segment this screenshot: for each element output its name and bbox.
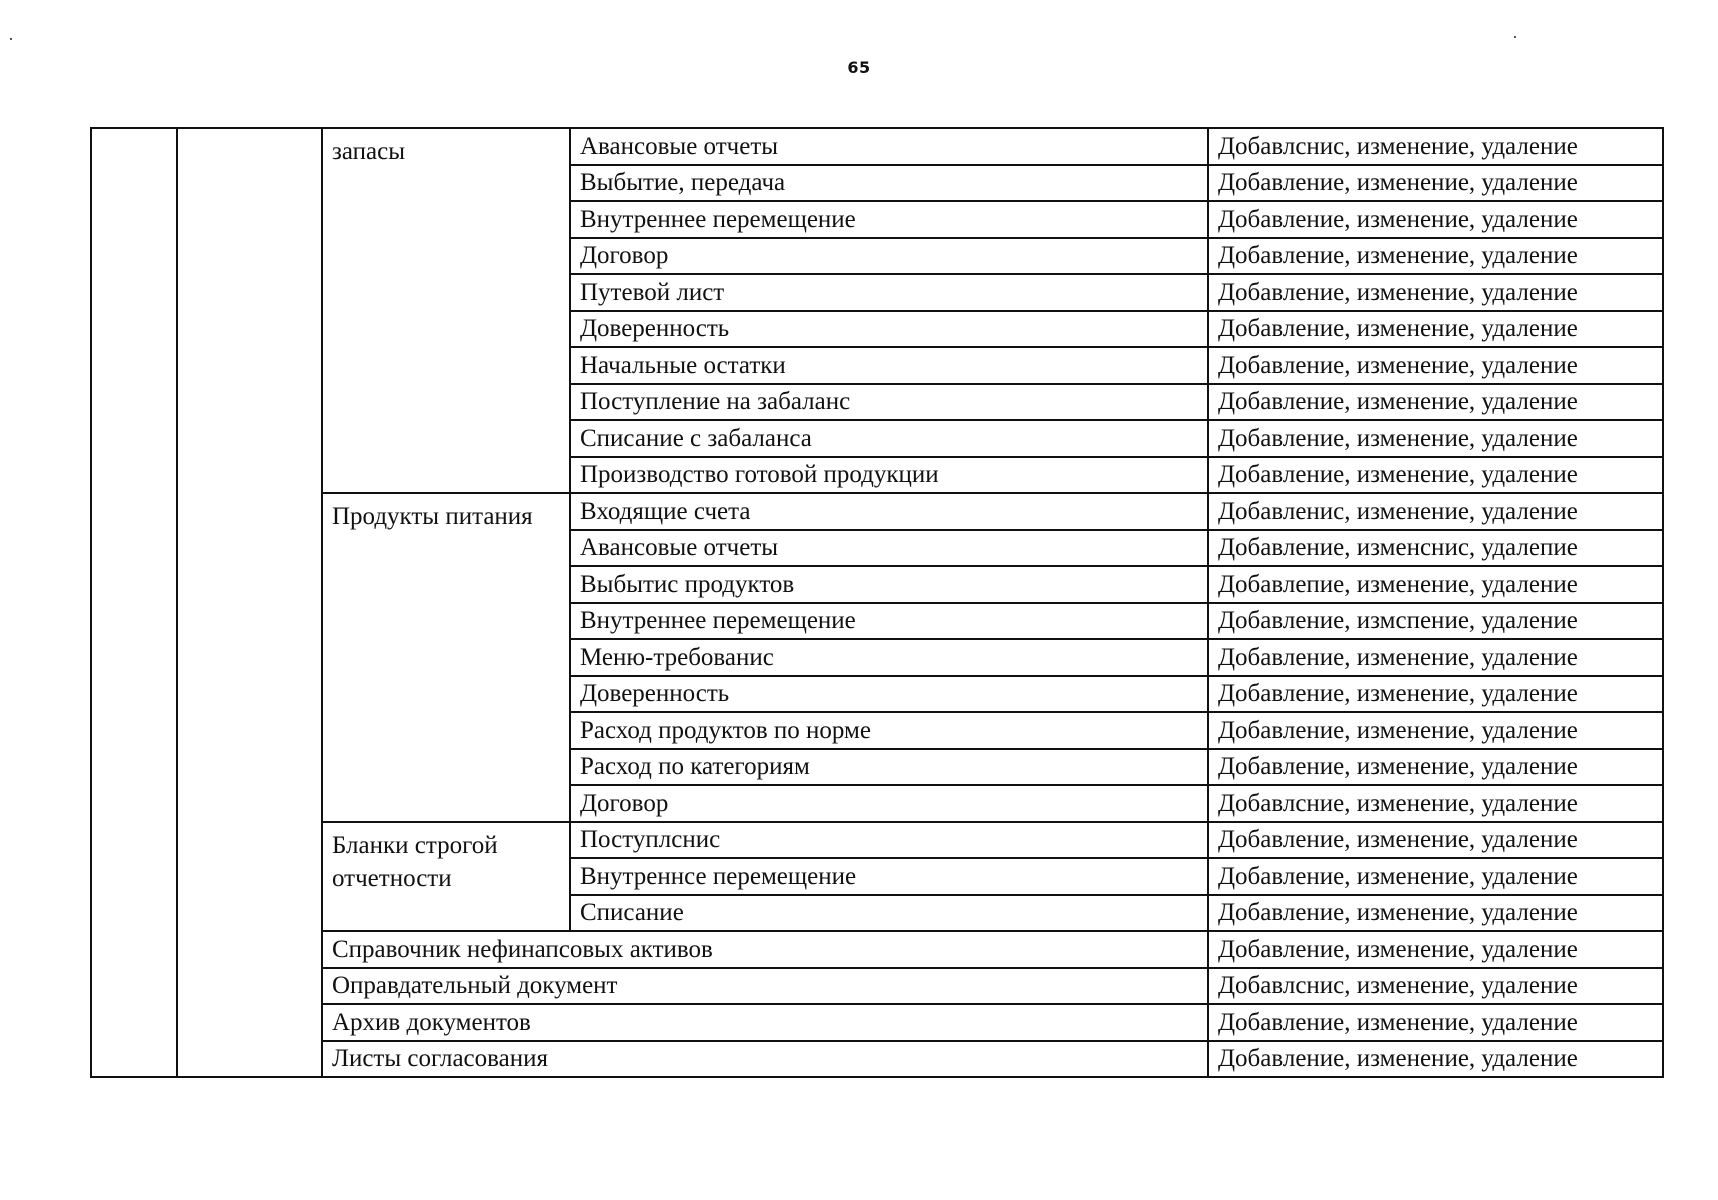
document-cell: Входящие счета (570, 493, 1208, 530)
rights-cell: Добавление, изменение, удаление (1208, 822, 1663, 859)
document-cell: Договор (570, 785, 1208, 822)
rights-cell: Добавление, изменение, удаление (1208, 347, 1663, 384)
document-cell: Поступлснис (570, 822, 1208, 859)
rights-cell: Добавление, изменение, удаление (1208, 639, 1663, 676)
rights-cell: Добавление, изменение, удаление (1208, 165, 1663, 202)
document-cell: Авансовые отчеты (570, 128, 1208, 165)
document-cell: Договор (570, 238, 1208, 275)
rights-cell: Добавление, изменение, удаление (1208, 1041, 1663, 1078)
document-cell: Выбытис продуктов (570, 566, 1208, 603)
rights-cell: Добавление, изменснис, удалепие (1208, 530, 1663, 567)
table-row (91, 493, 1663, 530)
document-cell: Оправдательный документ (322, 968, 1208, 1005)
rights-cell: Добавление, изменение, удаление (1208, 238, 1663, 275)
document-cell: Путевой лист (570, 274, 1208, 311)
rights-cell: Добавленис, изменение, удаление (1208, 493, 1663, 530)
rights-cell: Добавлснис, изменение, удаление (1208, 128, 1663, 165)
rights-cell: Добавление, изменение, удаление (1208, 676, 1663, 713)
document-cell: Производство готовой продукции (570, 457, 1208, 494)
rights-cell: Добавление, изменение, удаление (1208, 858, 1663, 895)
document-cell: Справочник нефинапсовых активов (322, 931, 1208, 968)
rights-cell: Добавление, изменение, удаление (1208, 311, 1663, 348)
document-cell: Доверенность (570, 311, 1208, 348)
group-name-cell: запасы (322, 128, 570, 493)
rights-cell: Добавление, изменение, удаление (1208, 384, 1663, 421)
document-cell: Меню-требованис (570, 639, 1208, 676)
document-cell: Архив документов (322, 1004, 1208, 1041)
access-rights-table (90, 127, 1664, 1078)
rights-cell: Добавление, изменение, удаление (1208, 201, 1663, 238)
rights-cell: Добавлснис, изменение, удаление (1208, 968, 1663, 1005)
table-body (91, 128, 1663, 1077)
rights-cell: Добавление, изменение, удаление (1208, 895, 1663, 932)
rights-cell: Добавление, изменение, удаление (1208, 457, 1663, 494)
rights-cell: Добавление, изменение, удаление (1208, 1004, 1663, 1041)
rights-cell: Добавление, изменение, удаление (1208, 931, 1663, 968)
rights-cell: Добавлепие, изменение, удаление (1208, 566, 1663, 603)
table-row (91, 128, 1663, 165)
document-cell: Списание (570, 895, 1208, 932)
scan-speck (10, 38, 12, 40)
document-cell: Расход по категориям (570, 749, 1208, 786)
rights-cell: Добавлсние, изменение, удаление (1208, 785, 1663, 822)
document-cell: Внутреннее перемещение (570, 603, 1208, 640)
rights-cell: Добавление, изменение, удаление (1208, 420, 1663, 457)
table-row (91, 822, 1663, 859)
group-name-cell: Бланки строгой отчетности (322, 822, 570, 932)
blank-column-1 (91, 128, 177, 1077)
document-cell: Внутреннее перемещение (570, 201, 1208, 238)
document-cell: Выбытие, передача (570, 165, 1208, 202)
table-row (91, 1041, 1663, 1078)
rights-cell: Добавление, изменение, удаление (1208, 712, 1663, 749)
document-cell: Листы согласования (322, 1041, 1208, 1078)
rights-cell: Добавление, изменение, удаление (1208, 274, 1663, 311)
document-cell: Списание с забаланса (570, 420, 1208, 457)
document-cell: Авансовые отчеты (570, 530, 1208, 567)
blank-column-2 (177, 128, 322, 1077)
document-cell: Расход продуктов по норме (570, 712, 1208, 749)
group-name-cell: Продукты питания (322, 493, 570, 822)
page-number: 65 (847, 58, 871, 77)
document-cell: Начальные остатки (570, 347, 1208, 384)
document-cell: Внутреннсе перемещение (570, 858, 1208, 895)
scan-speck (1514, 36, 1516, 38)
document-cell: Доверенность (570, 676, 1208, 713)
document-cell: Поступление на забаланс (570, 384, 1208, 421)
table-row (91, 931, 1663, 968)
rights-cell: Добавление, изменение, удаление (1208, 749, 1663, 786)
rights-cell: Добавление, измспение, удаление (1208, 603, 1663, 640)
table-row (91, 968, 1663, 1005)
table-row (91, 1004, 1663, 1041)
